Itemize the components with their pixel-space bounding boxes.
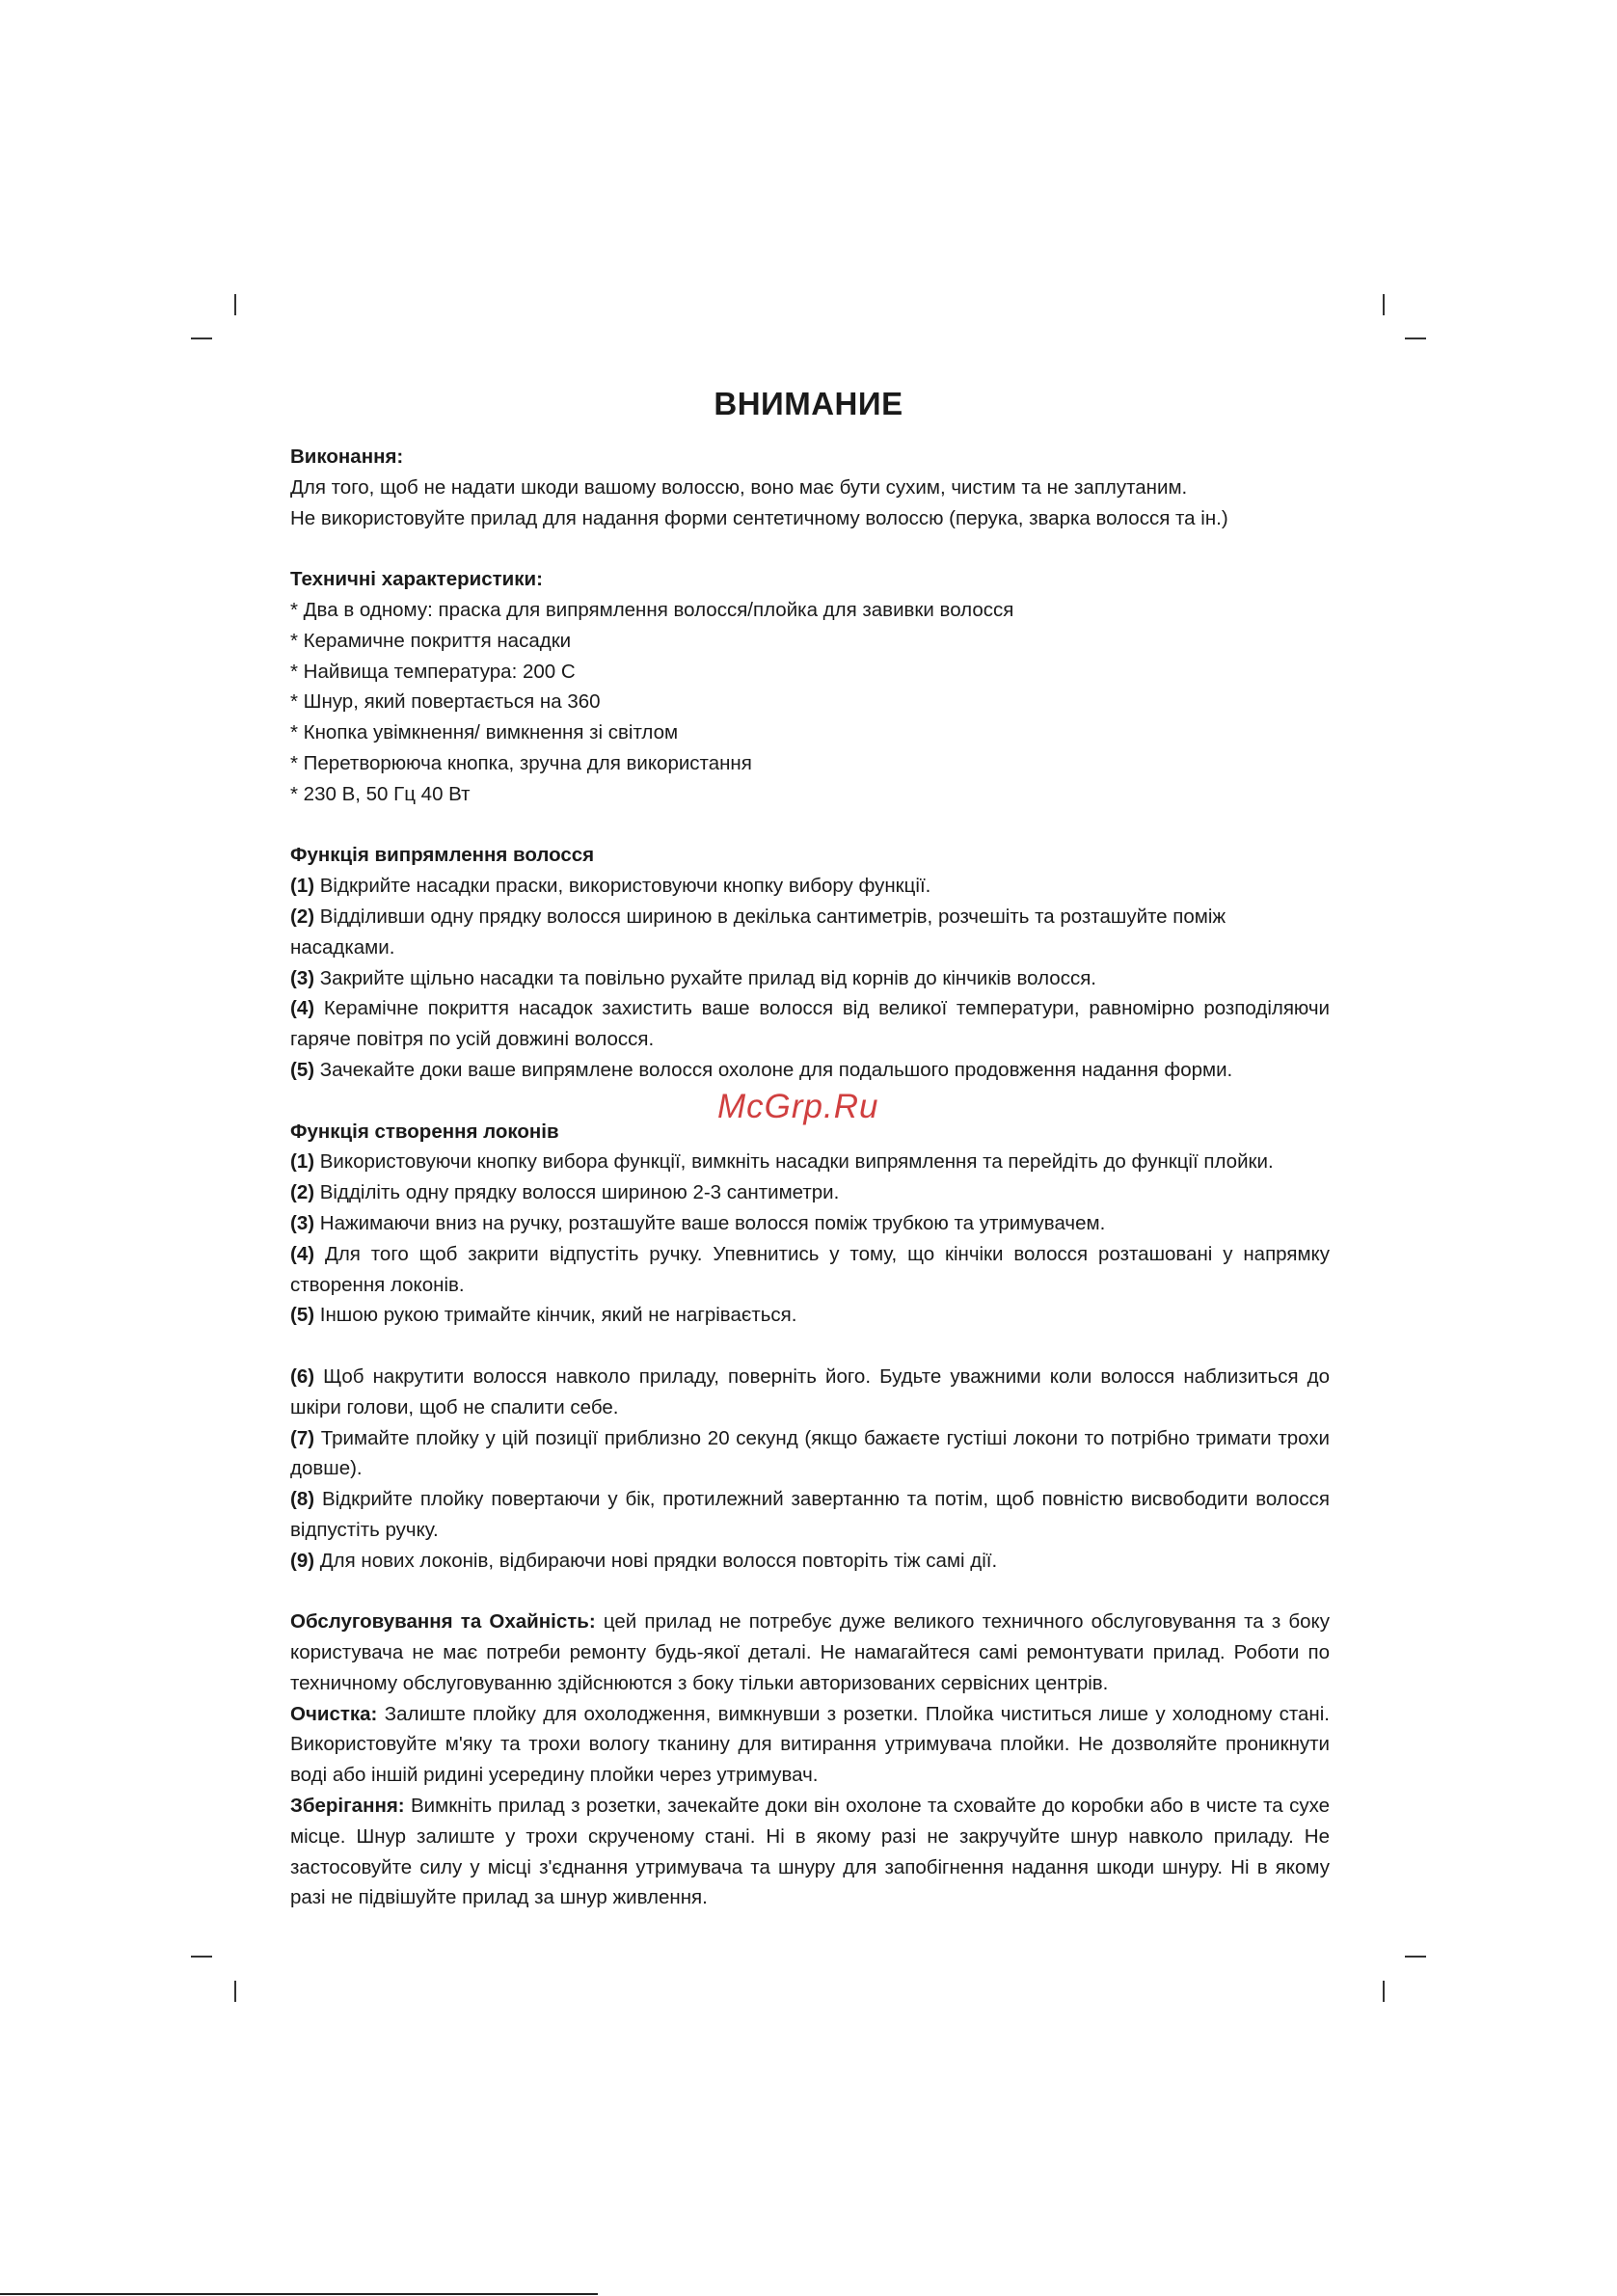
step-text: Нажимаючи вниз на ручку, розташуйте ваше волосся поміж трубкою та утримувачем.	[314, 1211, 1106, 1234]
curls-step	[290, 1147, 1330, 1177]
maintenance-text: цей прилад не потребує дуже великого техничного обслуговування та з боку користувача не має потреби ремонту будь-якої деталі. Не намагайтеся самі ремонтувати прилад. Роботи по техничному обслуговуванню здійснюются з боку тільки авторизованих сервісних центрів.	[290, 1610, 1331, 1694]
step-number: (1)	[290, 875, 315, 898]
storage-heading: Зберігання:	[290, 1795, 405, 1818]
spacer	[290, 533, 1330, 564]
document-body	[290, 442, 1330, 1913]
spec-item: * Перетворююча кнопка, зручна для використання	[290, 751, 752, 774]
crop-mark-bottom-left-v	[234, 1981, 236, 2002]
step-text: Керамічне покриття насадок захистить ваше волосся від великої температури, равномірно розподіляючи гаряче повітря по усій довжині волосся.	[290, 997, 1330, 1051]
step-number: (1)	[290, 1150, 315, 1174]
spec-item: * Кнопка увімкнення/ вимкнення зі світлом	[290, 721, 679, 744]
step-text: Закрийте щільно насадки та повільно рухайте прилад від корнів до кінчиків волосся.	[314, 966, 1096, 989]
straighten-step	[290, 871, 1330, 902]
step-number: (4)	[290, 1242, 315, 1265]
straighten-step	[290, 963, 1330, 994]
step-number: (7)	[290, 1426, 315, 1449]
cleaning-heading: Очистка:	[290, 1702, 378, 1725]
bottom-edge-line	[0, 2293, 598, 2295]
execution-line: Для того, щоб не надати шкоди вашому волоссю, воно має бути сухим, чистим та не заплутаним.	[290, 475, 1188, 499]
crop-mark-top-right-h	[1405, 338, 1426, 339]
curls-step	[290, 1300, 1330, 1331]
curls-step	[290, 1546, 1330, 1577]
crop-mark-bottom-right-v	[1383, 1981, 1385, 2002]
step-number: (5)	[290, 1058, 315, 1081]
step-text: Відкрийте плойку повертаючи у бік, протилежний завертанню та потім, щоб повністю висвободити волосся відпустіть ручку.	[290, 1488, 1330, 1541]
step-number: (4)	[290, 997, 315, 1020]
spec-item: * Керамичне покриття насадки	[290, 629, 572, 652]
curls-step	[290, 1208, 1330, 1239]
spacer	[290, 1331, 1330, 1362]
cleaning-text: Залиште плойку для охолодження, вимкнувши з розетки. Плойка чиститься лише у холодному стані. Використовуйте м'яку та трохи вологу тканину для витирання утримувача плойки. Не дозволяйте проникнути воді або іншій ридині усередину плойки через утримувач.	[290, 1702, 1330, 1787]
execution-heading: Виконання:	[290, 446, 404, 468]
execution-line: Не використовуйте прилад для надання форми сентетичному волоссю (перука, зварка волосся та ін.)	[290, 506, 1228, 529]
step-text: Щоб накрутити волосся навколо приладу, поверніть його. Будьте уважними коли волосся наблизиться до шкіри голови, щоб не спалити себе.	[290, 1364, 1330, 1418]
curls-step	[290, 1423, 1330, 1485]
curls-step	[290, 1239, 1330, 1301]
step-number: (3)	[290, 1211, 315, 1234]
specs-heading: Техничні характеристики:	[290, 568, 543, 591]
straighten-step	[290, 1055, 1330, 1086]
step-number: (9)	[290, 1549, 315, 1572]
page-title: ВНИМАНИЕ	[714, 386, 903, 421]
crop-mark-top-left-h	[191, 338, 212, 339]
step-text: Тримайте плойку у цій позиції приблизно 20 секунд (якщо бажаєте густіші локони то потрібно тримати трохи довше).	[290, 1426, 1330, 1480]
cleaning-paragraph	[290, 1699, 1330, 1791]
storage-text: Вимкніть прилад з розетки, зачекайте доки він охолоне та сховайте до коробки або в чисте та сухе місце. Шнур залиште у трохи скрученому стані. Ні в якому разі не закручуйте шнур навколо приладу. Не застосовуйте силу у місці з'єднання утримувача та шнуру для запобігнення надання шкоди шнуру. Ні в якому разі не підвішуйте прилад за шнур живлення.	[290, 1795, 1330, 1909]
step-number: (3)	[290, 966, 315, 989]
storage-paragraph	[290, 1791, 1330, 1913]
maintenance-heading: Обслуговування та Охайність:	[290, 1610, 596, 1634]
spec-item: * Найвища температура: 200 С	[290, 660, 576, 683]
curls-step	[290, 1484, 1330, 1546]
straighten-step	[290, 993, 1330, 1055]
step-number: (5)	[290, 1304, 315, 1327]
spacer	[290, 1576, 1330, 1607]
step-text: Іншою рукою тримайте кінчик, який не нагрівається.	[314, 1304, 797, 1327]
crop-mark-top-right-v	[1383, 294, 1385, 315]
step-text: Використовуючи кнопку вибора функції, вимкніть насадки випрямлення та перейдіть до функції плойки.	[314, 1150, 1274, 1174]
step-number: (8)	[290, 1488, 315, 1511]
step-text: Зачекайте доки ваше випрямлене волосся охолоне для подальшого продовження надання форми.	[314, 1058, 1233, 1081]
straighten-step	[290, 902, 1330, 963]
spec-item: * Два в одному: праска для випрямлення волосся/плойка для завивки волосся	[290, 598, 1014, 621]
crop-mark-top-left-v	[234, 294, 236, 315]
curls-step	[290, 1362, 1330, 1423]
curls-step	[290, 1177, 1330, 1208]
step-text: Для нових локонів, відбираючи нові прядки волосся повторіть тіж самі дії.	[314, 1549, 998, 1572]
step-text: Відділіть одну прядку волосся шириною 2-3 сантиметри.	[314, 1181, 840, 1204]
step-text: Для того щоб закрити відпустіть ручку. Упевнитись у тому, що кінчіки волосся розташовані у напрямку створення локонів.	[290, 1242, 1330, 1296]
crop-mark-bottom-right-h	[1405, 1956, 1426, 1958]
spacer	[290, 810, 1330, 841]
step-text: Відділивши одну прядку волосся шириною в декілька сантиметрів, розчешіть та розташуйте поміж насадками.	[290, 905, 1226, 959]
spec-item: * 230 В, 50 Гц 40 Вт	[290, 782, 471, 805]
crop-mark-bottom-left-h	[191, 1956, 212, 1958]
maintenance-paragraph	[290, 1607, 1330, 1698]
step-text: Відкрийте насадки праски, використовуючи кнопку вибору функції.	[314, 875, 931, 898]
curls-heading: Функція створення локонів	[290, 1120, 559, 1143]
watermark: McGrp.Ru	[717, 1088, 879, 1125]
step-number: (6)	[290, 1364, 315, 1388]
step-number: (2)	[290, 905, 315, 928]
spec-item: * Шнур, який повертається на 360	[290, 690, 601, 714]
step-number: (2)	[290, 1181, 315, 1204]
straighten-heading: Функція випрямлення волосся	[290, 844, 595, 867]
